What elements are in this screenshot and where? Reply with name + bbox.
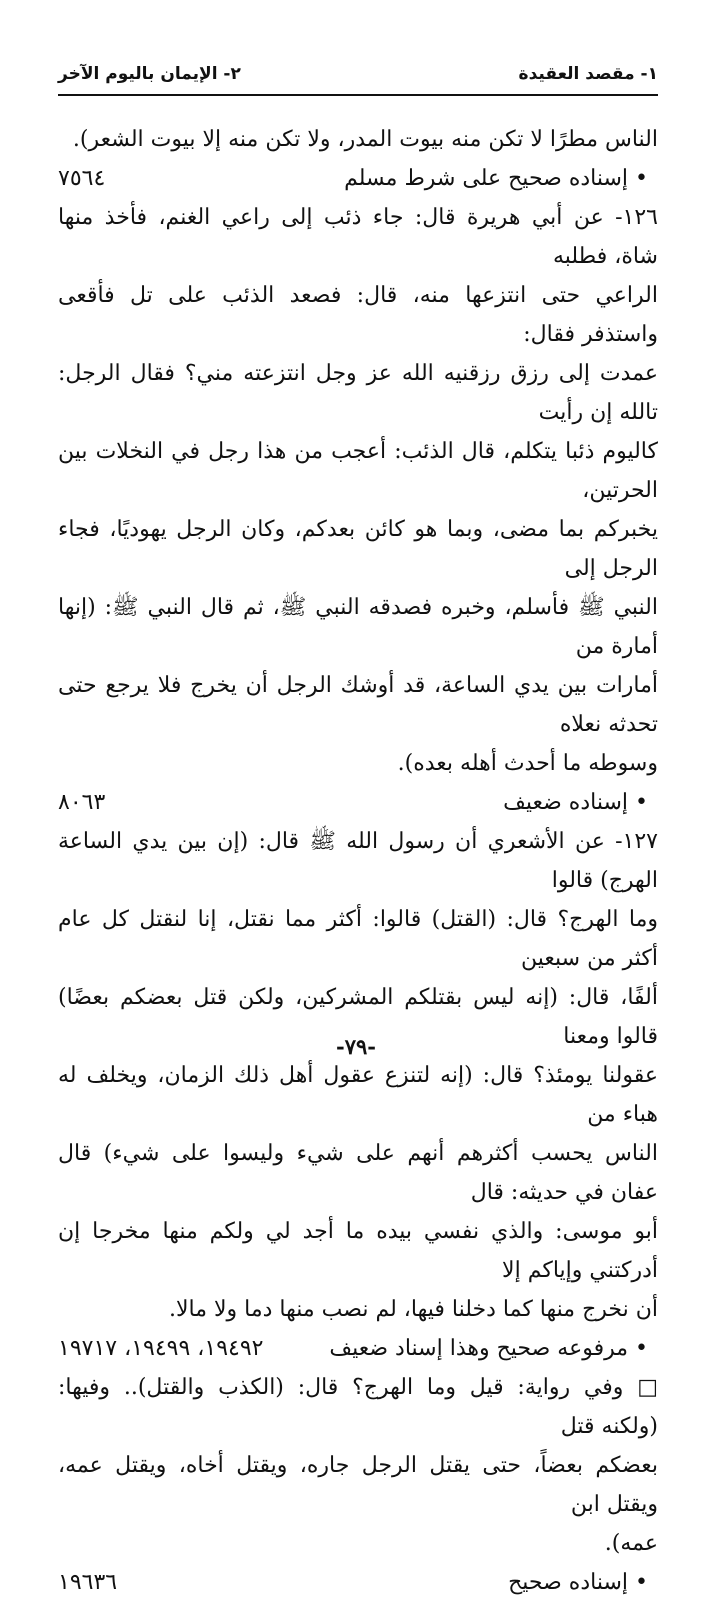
text-line: عقولنا يومئذ؟ قال: (إنه لتنزع عقول أهل ذلك الزمان، ويخلف له هباء من <box>58 1063 658 1127</box>
hadith-ref-number: ١٩٤٩٢، ١٩٤٩٩، ١٩٧١٧ <box>58 1336 264 1361</box>
text-line: كاليوم ذئبا يتكلم، قال الذئب: أعجب من هذا رجل في النخلات بين الحرتين، <box>58 439 658 503</box>
text-line: النبي ﷺ فأسلم، وخبره فصدقه النبي ﷺ، ثم قال النبي ﷺ: (إنها أمارة من <box>58 595 658 659</box>
header-rule <box>58 94 658 96</box>
grading-text: • مرفوعه صحيح وهذا إسناد ضعيف <box>329 1336 648 1361</box>
grading-line <box>58 159 658 198</box>
grading-line <box>58 1329 658 1368</box>
text-line: الراعي حتى انتزعها منه، قال: فصعد الذئب على تل فأقعى واستذفر فقال: <box>58 283 658 347</box>
grading-line <box>58 1563 658 1602</box>
text-line: □ وفي رواية: قيل وما الهرج؟ قال: (الكذب والقتل).. وفيها: (ولكنه قتل <box>58 1375 658 1439</box>
text-line: الناس يحسب أكثرهم أنهم على شيء وليسوا على شيء) قال عفان في حديثه: قال <box>58 1141 658 1205</box>
text-line: الناس مطرًا لا تكن منه بيوت المدر، ولا تكن منه إلا بيوت الشعر). <box>72 127 658 152</box>
text-line: وما الهرج؟ قال: (القتل) قالوا: أكثر مما نقتل، إنا لنقتل كل عام أكثر من سبعين <box>58 907 658 971</box>
text-line: أن نخرج منها كما دخلنا فيها، لم نصب منها دما ولا مالا. <box>168 1297 658 1322</box>
hadith-ref-number: ٧٥٦٤ <box>58 166 106 191</box>
header-section-left: ٢- الإيمان باليوم الآخر <box>58 64 241 84</box>
grading-text: • إسناده ضعيف <box>503 790 648 815</box>
hadith-ref-number: ١٩٦٣٦ <box>58 1570 118 1595</box>
text-line: ١٢٦- عن أبي هريرة قال: جاء ذئب إلى راعي الغنم، فأخذ منها شاة، فطلبه <box>58 205 658 269</box>
text-line: يخبركم بما مضى، وبما هو كائن بعدكم، وكان الرجل يهوديًا، فجاء الرجل إلى <box>58 517 658 581</box>
text-line: ١٢٧- عن الأشعري أن رسول الله ﷺ قال: (إن بين يدي الساعة الهرج) قالوا <box>58 829 658 893</box>
page-number: -٧٩- <box>336 1034 376 1059</box>
text-line: ألفًا، قال: (إنه ليس بقتلكم المشركين، ولكن قتل بعضكم بعضًا) قالوا ومعنا <box>58 985 658 1049</box>
page-body <box>58 120 658 1602</box>
grading-text: • إسناده صحيح على شرط مسلم <box>344 166 648 191</box>
running-header <box>58 60 658 100</box>
grading-line <box>58 783 658 822</box>
text-line: أبو موسى: والذي نفسي بيده ما أجد لي ولكم منها مخرجا إن أدركتني وإياكم إلا <box>58 1219 658 1283</box>
text-line: بعضكم بعضاً، حتى يقتل الرجل جاره، ويقتل أخاه، ويقتل عمه، ويقتل ابن <box>58 1453 658 1517</box>
grading-text: • إسناده صحيح <box>508 1570 648 1595</box>
header-section-right: ١- مقصد العقيدة <box>518 64 658 84</box>
text-line: عمدت إلى رزق رزقنيه الله عز وجل انتزعته مني؟ فقال الرجل: تالله إن رأيت <box>58 361 658 425</box>
text-line: عمه). <box>604 1531 658 1556</box>
text-line: أمارات بين يدي الساعة، قد أوشك الرجل أن يخرج فلا يرجع حتى تحدثه نعلاه <box>58 673 658 737</box>
text-line: وسوطه ما أحدث أهله بعده). <box>397 751 658 776</box>
hadith-ref-number: ٨٠٦٣ <box>58 790 106 815</box>
